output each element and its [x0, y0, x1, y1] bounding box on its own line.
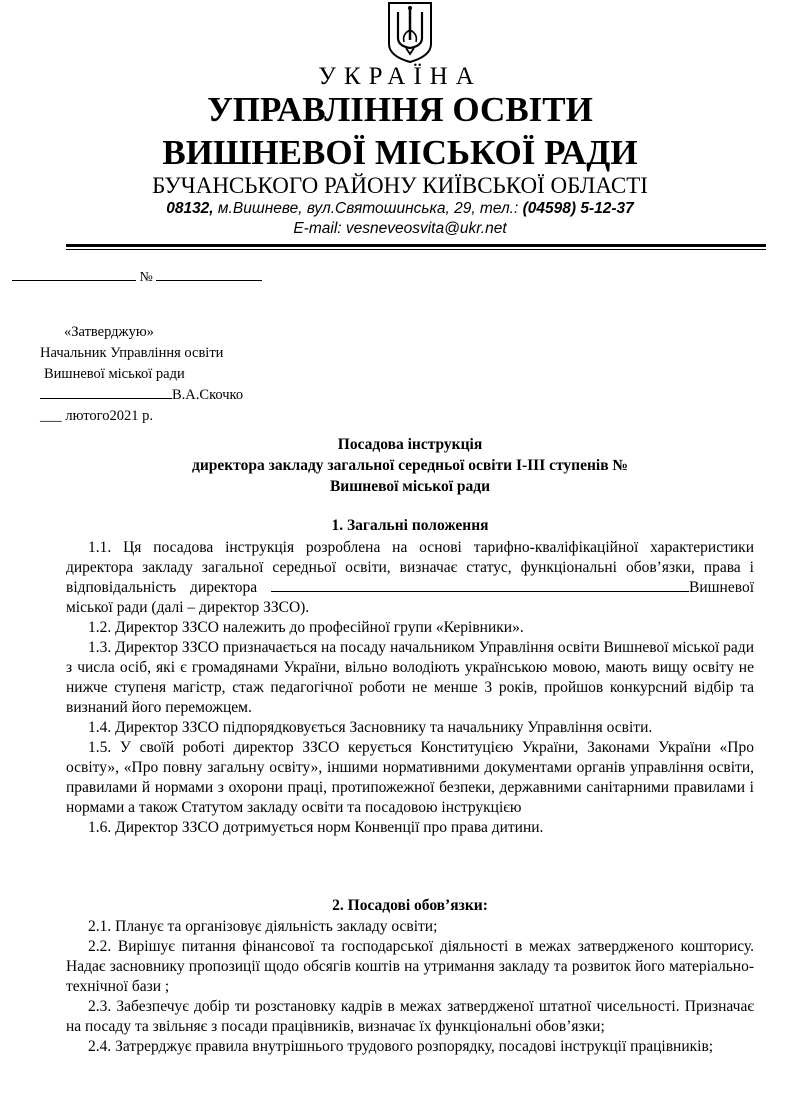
document-title-line2: директора закладу загальної середньої освіти І-ІІІ ступенів № [191, 457, 629, 474]
signature-blank [40, 386, 172, 399]
approval-date-line [40, 406, 243, 427]
approver-position-line1: Начальник Управління освіти [40, 345, 224, 361]
paragraph-2-3: 2.3. Забезпечує добір ти розстановку кадрів в межах затвердженої штатної чисельності. Призначає на посаду та звільняє з посади працівників, визначає їх функціональні обов’язки; [66, 998, 754, 1035]
paragraph-1-6: 1.6. Директор ЗЗСО дотримується норм Конвенції про права дитини. [88, 819, 544, 836]
paragraph-1-1 [66, 538, 754, 618]
paragraph-2-1: 2.1. Планує та організовує діяльність закладу освіти; [88, 918, 438, 935]
country-name: УКРАЇНА [318, 63, 482, 90]
paragraph-1-1-text: 1.1. Ця посадова інструкція розроблена на основі тарифно-кваліфікаційної характеристики директора закладу загальної середньої освіти, визначає статус, функціональні обов’язки, права і відповідальність директора [66, 539, 754, 596]
paragraph-1-4: 1.4. Директор ЗЗСО підпорядковується Засновнику та начальнику Управління освіти. [88, 719, 653, 736]
address-line [0, 200, 800, 218]
trident-emblem-icon [386, 0, 434, 64]
letterhead-divider [66, 244, 766, 247]
address-postcode: 08132, [166, 200, 214, 217]
section2-heading: 2. Посадові обов’язки: [332, 897, 488, 914]
signature-line [40, 385, 243, 406]
number-sign: № [139, 270, 153, 285]
district-name: БУЧАНСЬКОГО РАЙОНУ КИЇВСЬКОЇ ОБЛАСТІ [152, 173, 648, 198]
paragraph-2-4: 2.4. Затрерджує правила внутрішнього трудового розпорядку, посадові інструкції працівників; [88, 1038, 714, 1055]
section2-body [66, 917, 754, 1057]
signer-name: В.А.Скочко [172, 387, 244, 403]
email-line: E-mail: vesneveosvita@ukr.net [293, 220, 507, 237]
organization-name-line2: ВИШНЕВОЇ МІСЬКОЇ РАДИ [162, 133, 638, 172]
paragraph-1-1-text-end: Вишневої міської ради (далі – директор ЗЗСО). [66, 579, 754, 616]
paragraph-1-5: 1.5. У своїй роботі директор ЗЗСО керується Конституцією України, Законами України «Про освіту», «Про повну загальну освіту», іншими нормативними документами органів управління освіти, правилами й нормами з охорони праці, протипожежної безпеки, державними санітарними правилами і нормами а також Статутом закладу освіти та посадовою інструкцією [66, 739, 754, 816]
letterhead-divider-thin [66, 249, 766, 250]
school-number-blank [271, 579, 689, 592]
section1-heading: 1. Загальні положення [331, 517, 489, 534]
paragraph-1-2: 1.2. Директор ЗЗСО належить до професійної групи «Керівники». [88, 619, 524, 636]
approval-date-blank: ___ [40, 408, 62, 424]
paragraph-2-2: 2.2. Вирішує питання фінансової та господарської діяльності в межах затвердженого кошторису. Надає засновнику пропозиції щодо обсягів коштів на утримання закладу та розвиток його матеріально-технічної бази ; [66, 938, 754, 995]
address-street: м.Вишневе, вул.Святошинська, 29, тел.: [213, 200, 523, 217]
approval-date: лютого2021 р. [65, 408, 153, 424]
document-title-line1: Посадова інструкція [337, 436, 483, 453]
approver-position-line2: Вишневої міської ради [44, 366, 185, 382]
registration-line [12, 268, 262, 286]
section1-body [66, 538, 754, 838]
document-title-line3: Вишневої міської ради [329, 478, 491, 495]
approve-label: «Затверджую» [64, 324, 154, 340]
approval-block [40, 322, 243, 427]
paragraph-1-3: 1.3. Директор ЗЗСО призначається на посаду начальником Управління освіти Вишневої міської ради з числа осіб, які є громадянами України, вільно володіють українською мовою, мають вищу освіту не нижче ступеня магістр, стаж педагогічної роботи не менше 3 років, пройшов конкурсний відбір та визнаний його переможцем. [66, 639, 754, 716]
number-blank [156, 268, 262, 281]
organization-name-line1: УПРАВЛІННЯ ОСВІТИ [207, 90, 593, 129]
date-blank [12, 268, 136, 281]
address-phone: (04598) 5-12-37 [522, 200, 634, 217]
